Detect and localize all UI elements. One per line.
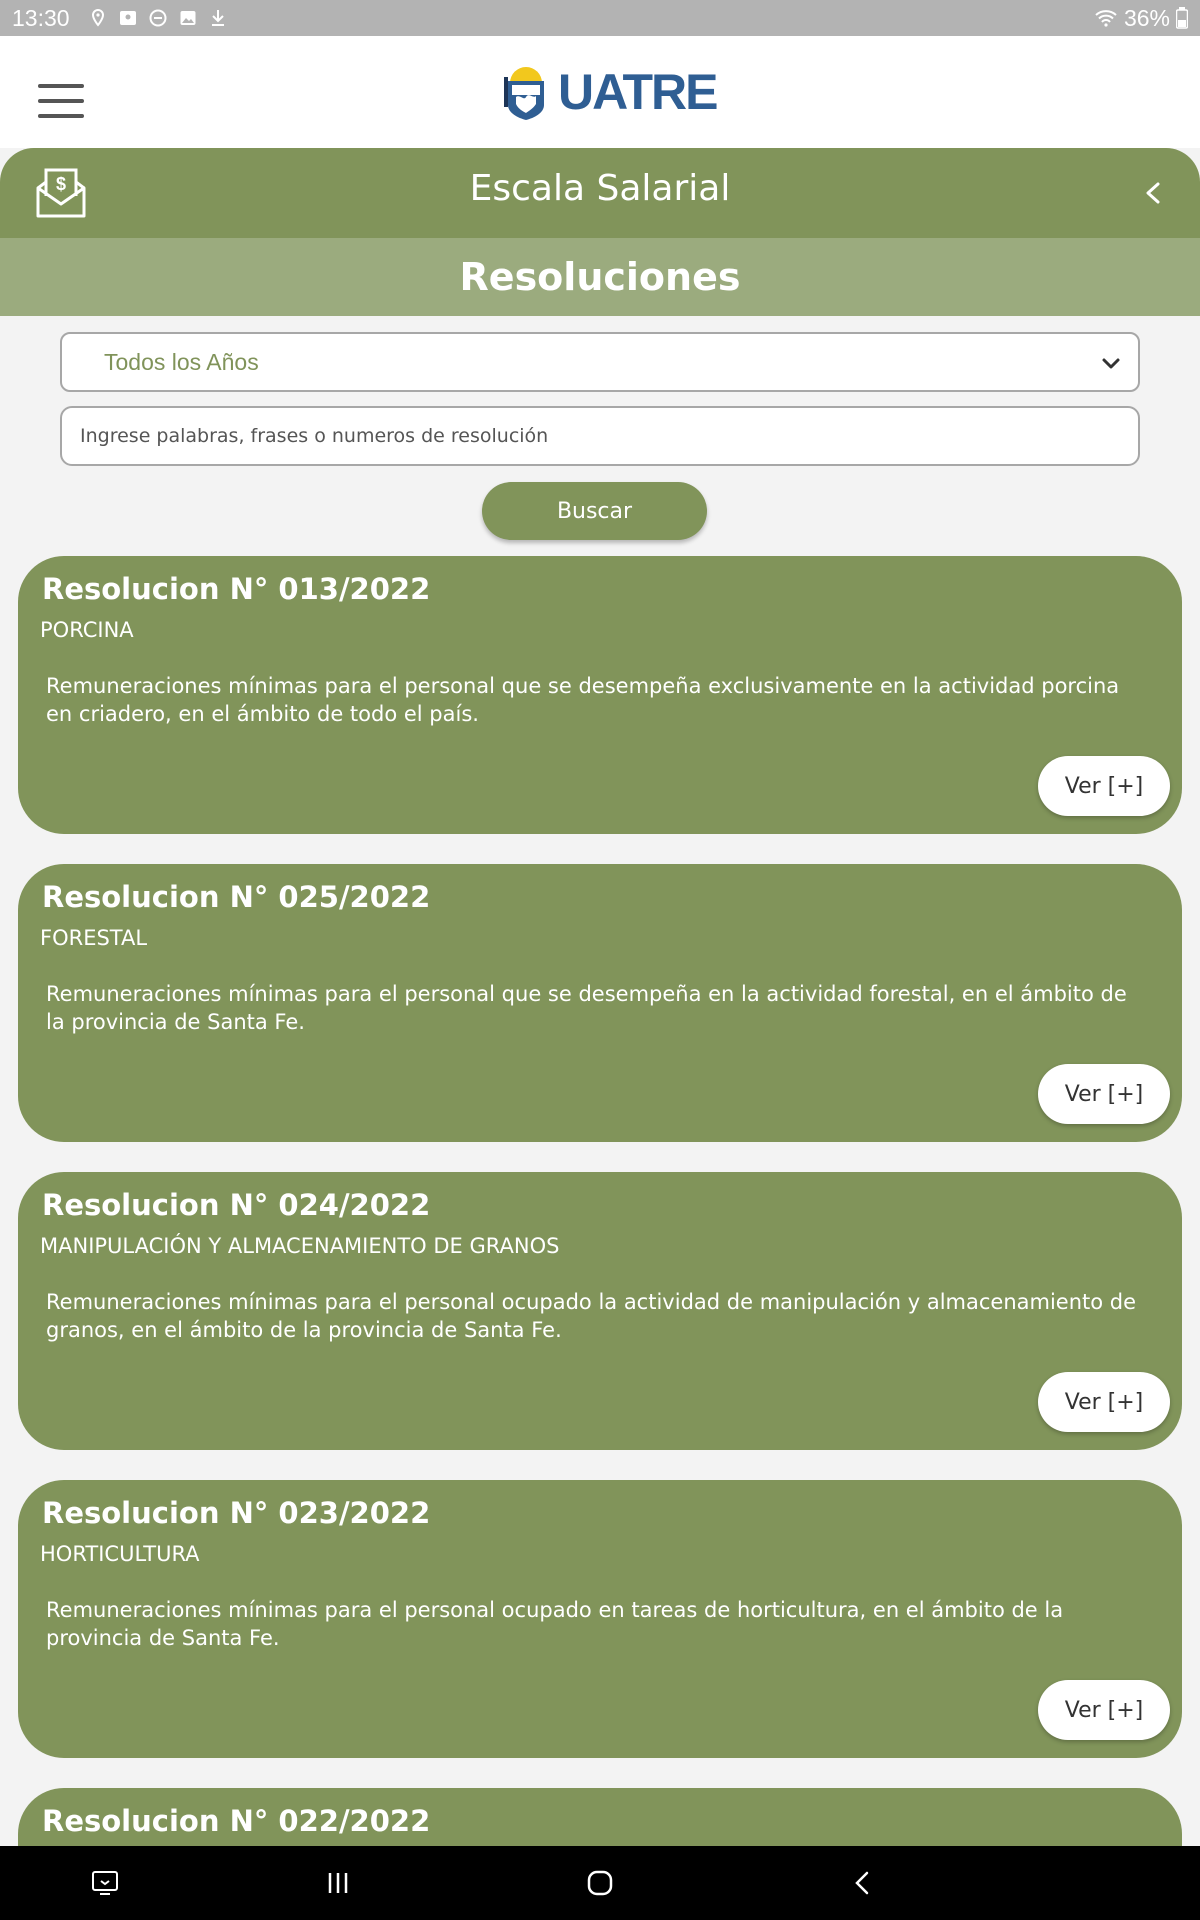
id-card-icon [118,8,138,28]
search-button[interactable]: Buscar [482,482,707,540]
page-title: Escala Salarial [469,168,731,209]
resolution-card [18,864,1182,1142]
chevron-left-icon[interactable] [1136,176,1170,210]
year-select[interactable] [60,332,1140,392]
resolution-title: Resolucion N° 024/2022 [42,1188,431,1222]
status-time: 13:30 [12,4,70,31]
resolution-category: HORTICULTURA [40,1542,200,1566]
chevron-down-icon [1098,350,1124,376]
system-navigation-bar [0,1846,1200,1920]
resolution-card [18,1480,1182,1758]
section-heading: Resoluciones [0,238,1200,316]
resolution-description: Remuneraciones mínimas para el personal que se desempeña exclusivamente en la actividad porcina en criadero, en el ámbito de todo el país. [46,674,1120,726]
logo-text: UATRE [558,64,717,120]
resolution-card [18,1788,1182,1846]
download-icon [208,8,228,28]
battery-percentage: 36% [1123,4,1170,31]
resolution-description: Remuneraciones mínimas para el personal ocupado en tareas de horticultura, en el ámbito de la provincia de Santa Fe. [46,1598,1064,1650]
resolution-list [18,556,1182,1846]
ver-more-button[interactable]: Ver [+] [1038,1680,1170,1740]
image-icon [178,8,198,28]
ver-more-button[interactable]: Ver [+] [1038,1064,1170,1124]
screen-keyboard-icon[interactable] [90,1868,120,1898]
wifi-icon [1094,8,1118,28]
svg-text:$: $ [55,174,67,194]
resolution-title: Resolucion N° 025/2022 [42,880,431,914]
resolution-title: Resolucion N° 023/2022 [42,1496,431,1530]
location-icon [88,8,108,28]
notification-icons [88,8,228,28]
search-input[interactable] [60,406,1140,466]
title-bar [0,148,1200,238]
resolution-description: Remuneraciones mínimas para el personal que se desempeña en la actividad forestal, en el ámbito de la provincia de Santa Fe. [46,982,1127,1034]
resolution-category: MANIPULACIÓN Y ALMACENAMIENTO DE GRANOS [40,1234,560,1258]
home-icon[interactable] [585,1868,615,1898]
hamburger-menu-icon[interactable] [38,84,84,118]
uatre-emblem-icon [498,63,554,121]
resolution-category: PORCINA [40,618,134,642]
recent-apps-icon[interactable] [323,1868,353,1898]
resolution-card [18,556,1182,834]
ver-more-button[interactable]: Ver [+] [1038,1372,1170,1432]
battery-icon [1176,7,1188,29]
back-icon[interactable] [848,1868,878,1898]
year-select-value: Todos los Años [104,348,259,375]
uatre-logo [498,62,717,122]
ver-more-button[interactable]: Ver [+] [1038,756,1170,816]
resolution-card [18,1172,1182,1450]
do-not-disturb-icon [148,8,168,28]
resolution-title: Resolucion N° 013/2022 [42,572,431,606]
resolution-category: FORESTAL [40,926,148,950]
resolution-title: Resolucion N° 022/2022 [42,1804,431,1838]
resolution-description: Remuneraciones mínimas para el personal ocupado la actividad de manipulación y almacenamiento de granos, en el ámbito de la provincia de Santa Fe. [46,1290,1137,1342]
app-header [0,36,1200,148]
status-bar [0,0,1200,36]
